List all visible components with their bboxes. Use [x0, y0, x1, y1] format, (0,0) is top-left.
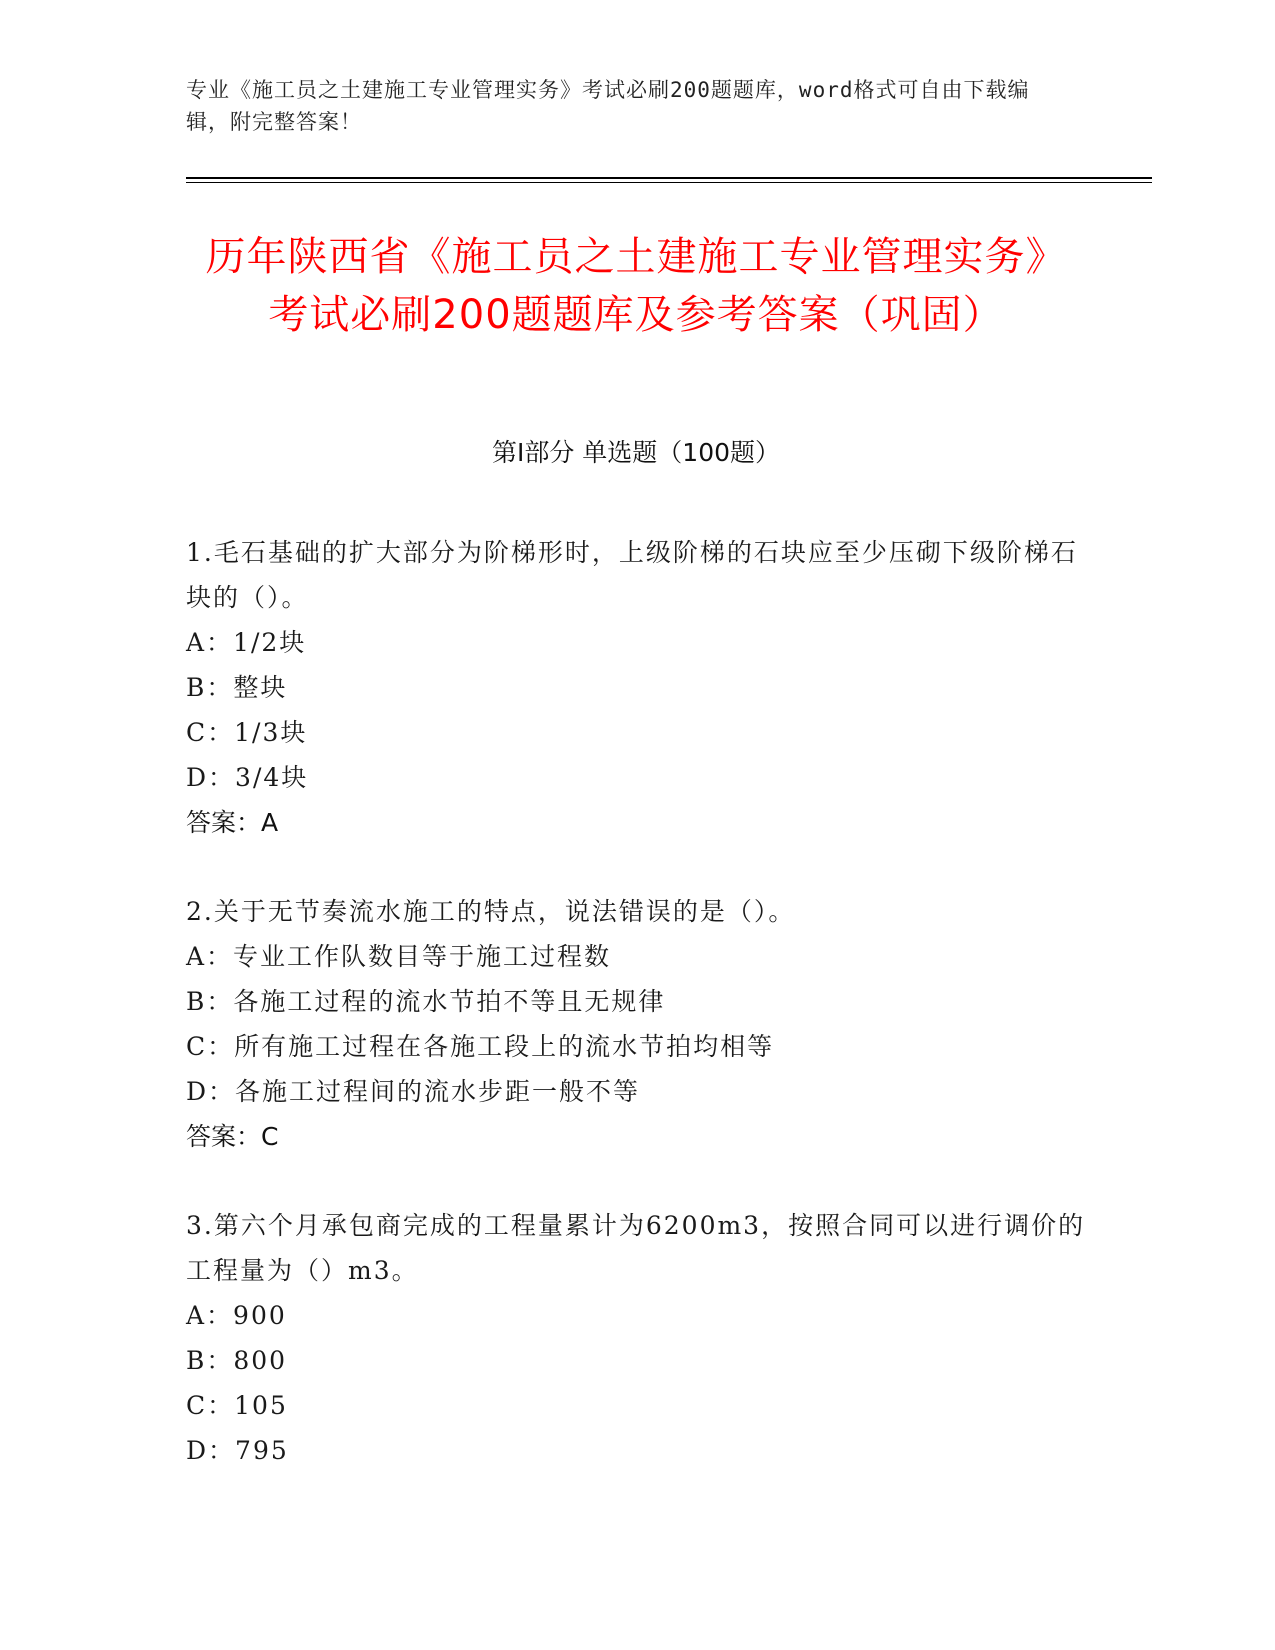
question-2: [186, 889, 1086, 1159]
question-list: [186, 530, 1086, 1517]
question-stem: 2.关于无节奏流水施工的特点，说法错误的是（）。: [186, 897, 796, 926]
option-b: B：整块: [186, 673, 288, 702]
document-title: 历年陕西省《施工员之土建施工专业管理实务》考试必刷200题题库及参考答案（巩固）: [205, 234, 1067, 338]
question-stem: 1.毛石基础的扩大部分为阶梯形时，上级阶梯的石块应至少压砌下级阶梯石块的（）。: [186, 538, 1078, 612]
question-stem: 3.第六个月承包商完成的工程量累计为6200m3，按照合同可以进行调价的工程量为（）m3。: [186, 1211, 1086, 1285]
question-1: [186, 530, 1086, 845]
option-c: C：1/3块: [186, 718, 308, 747]
option-c: C：105: [186, 1391, 288, 1420]
option-d: D：3/4块: [186, 763, 309, 792]
header-rule-thick: [186, 177, 1152, 179]
section-title: 第I部分 单选题（100题）: [491, 438, 781, 467]
question-3: [186, 1203, 1086, 1473]
header-rule-thin: [186, 182, 1152, 183]
option-a: A：1/2块: [186, 628, 307, 657]
option-b: B：800: [186, 1346, 288, 1375]
answer-line: 答案：C: [186, 1122, 279, 1151]
option-a: A：专业工作队数目等于施工过程数: [186, 942, 612, 971]
option-d: D：795: [186, 1436, 289, 1465]
option-c: C：所有施工过程在各施工段上的流水节拍均相等: [186, 1032, 775, 1061]
header-note: 专业《施工员之土建施工专业管理实务》考试必刷200题题库，word格式可自由下载编辑，附完整答案！: [186, 78, 1030, 134]
option-d: D：各施工过程间的流水步距一般不等: [186, 1077, 641, 1106]
option-a: A：900: [186, 1301, 287, 1330]
answer-line: 答案：A: [186, 808, 279, 837]
option-b: B：各施工过程的流水节拍不等且无规律: [186, 987, 666, 1016]
